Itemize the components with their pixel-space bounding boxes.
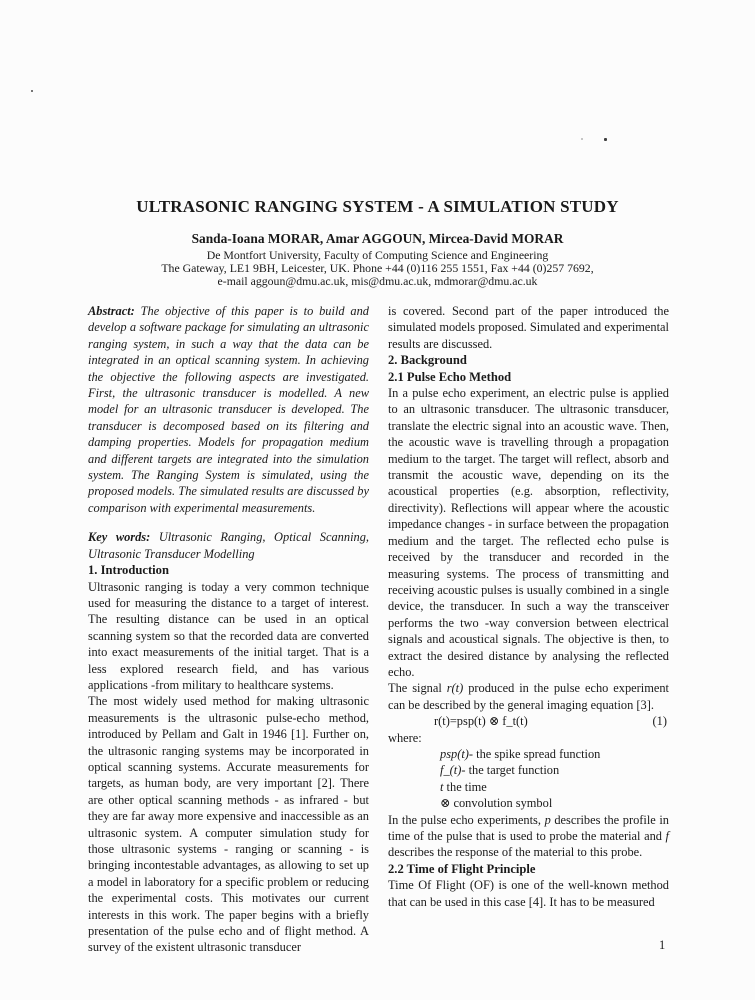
introduction-continuation-paragraph: is covered. Second part of the paper introduced the simulated models proposed. Simulated and experimental results are discussed. (388, 304, 669, 351)
pulse-echo-paragraph-3: In the pulse echo experiments, p describes the profile in time of the pulse that is used to probe the material and f describes the response of the material to this probe. (388, 812, 669, 860)
email-line: e-mail aggoun@dmu.ac.uk, mis@dmu.ac.uk, mdmorar@dmu.ac.uk (217, 274, 538, 288)
authors-line: Sanda-Ioana MORAR, Amar AGGOUN, Mircea-David MORAR (191, 231, 564, 246)
left-column (88, 303, 369, 956)
paper-title: ULTRASONIC RANGING SYSTEM - A SIMULATION STUDY (136, 197, 619, 216)
abstract-label: Abstract: (88, 304, 135, 318)
pulse-echo-paragraph-2: The signal r(t) produced in the pulse echo experiment can be described by the general imaging equation [3]. (388, 681, 669, 712)
equation-1-number: (1) (652, 714, 667, 729)
affiliation-line: De Montfort University, Faculty of Computing Science and Engineering (206, 248, 549, 262)
keywords-label: Key words: (88, 530, 151, 545)
right-column (388, 303, 669, 910)
keywords-text: Ultrasonic Ranging, Optical Scanning, Ultrasonic Transducer Modelling (88, 530, 370, 561)
section-heading-introduction: 1. Introduction (88, 563, 169, 578)
page-number: 1 (659, 938, 666, 952)
section-heading-background: 2. Background (388, 353, 467, 368)
scan-artifact-dot (581, 138, 583, 140)
section-heading-time-of-flight: 2.2 Time of Flight Principle (388, 861, 536, 876)
keywords-paragraph (88, 529, 369, 562)
section-heading-pulse-echo: 2.1 Pulse Echo Method (388, 369, 512, 384)
introduction-paragraph-2: The most widely used method for making ultrasonic measurements is the ultrasonic pulse-echo method, introduced by Pellam and Galt in 1946 [1]. Further on, the ultrasonic ranging systems may be incorporated in optical scanning systems. Accurate measurements for targets, as human body, are very important [2]. There are other optical scanning methods - as infrared - but they are far away more expensive and inaccessible as an ultrasonic system. A computer simulation study for those ultrasonic systems - ranging or scanning - is bringing incontestable advantages, as allowing to set up a model in laboratory for a specific problem or reducing the experimental costs. This motivates our current interests in this work. The paper begins with a briefly presentation of the pulse echo and of flight method. A survey of the existent ultrasonic transducer (88, 694, 369, 955)
abstract-paragraph (88, 303, 369, 516)
definition-time: t the time (440, 779, 487, 794)
introduction-paragraph-1: Ultrasonic ranging is today a very common technique used for measuring the distance to a target of interest. The resulting distance can be used in an optical scanning system so that the recorded data are converted into exact measurements of the initial target. That is a less explored research field, and has various applications -from military to healthcare systems. (88, 579, 369, 692)
time-of-flight-paragraph-1: Time Of Flight (OF) is one of the well-known method that can be used in this case [4]. It has to be measured (388, 878, 669, 909)
scan-artifact-dot (31, 90, 33, 92)
equation-definition-list (388, 746, 669, 812)
definition-convolution-symbol: ⊗ convolution symbol (440, 796, 553, 811)
where-label: where: (388, 730, 422, 745)
scan-artifact-dot (604, 138, 607, 141)
equation-1-body: r(t)=psp(t) ⊗ f_t(t) (434, 714, 528, 729)
pulse-echo-paragraph-1: In a pulse echo experiment, an electric pulse is applied to an ultrasonic transducer. The ultrasonic transducer, translate the electric signal into an acoustic wave. Then, the acoustic wave is travelling through a propagation medium to the target. The target will reflect, absorb and transmit the acoustic wave, depending on its the acoustical properties (e.g. absorption, reflectivity, directivity). Reflections will appear where the acoustic impedance changes - in surface between the propagation medium and the target. The reflected echo pulse is received by the transducer and recorded in the measuring systems. The process of transmitting and receiving acoustic pulses is usually combined in a single device, the transducer. In such a way the transceiver performs the two -way conversion between electrical signals and acoustical signals. The objective is then, to extract the desired distance by analysing the reflected echo. (388, 386, 669, 679)
equation-1 (388, 713, 669, 729)
definition-target-function: f_(t)- the target function (440, 763, 560, 778)
definition-psp: psp(t)- the spike spread function (440, 746, 601, 761)
abstract-text: The objective of this paper is to build and develop a software package for simulating an ultrasonic ranging system, in such a way that the data can be integrated in an optical scanning system. In achieving the objective the following aspects are investigated. First, the ultrasonic transducer is modelled. A new model for an ultrasonic transducer is developed. The transducer is decomposed based on its filtering and damping properties. Models for propagation medium and different targets are integrated into the simulation system. The Ranging System is simulated, using the proposed models. The simulated results are discussed by comparison with experimental measurements. (88, 304, 369, 515)
address-line: The Gateway, LE1 9BH, Leicester, UK. Phone +44 (0)116 255 1551, Fax +44 (0)257 7692, (161, 261, 594, 275)
